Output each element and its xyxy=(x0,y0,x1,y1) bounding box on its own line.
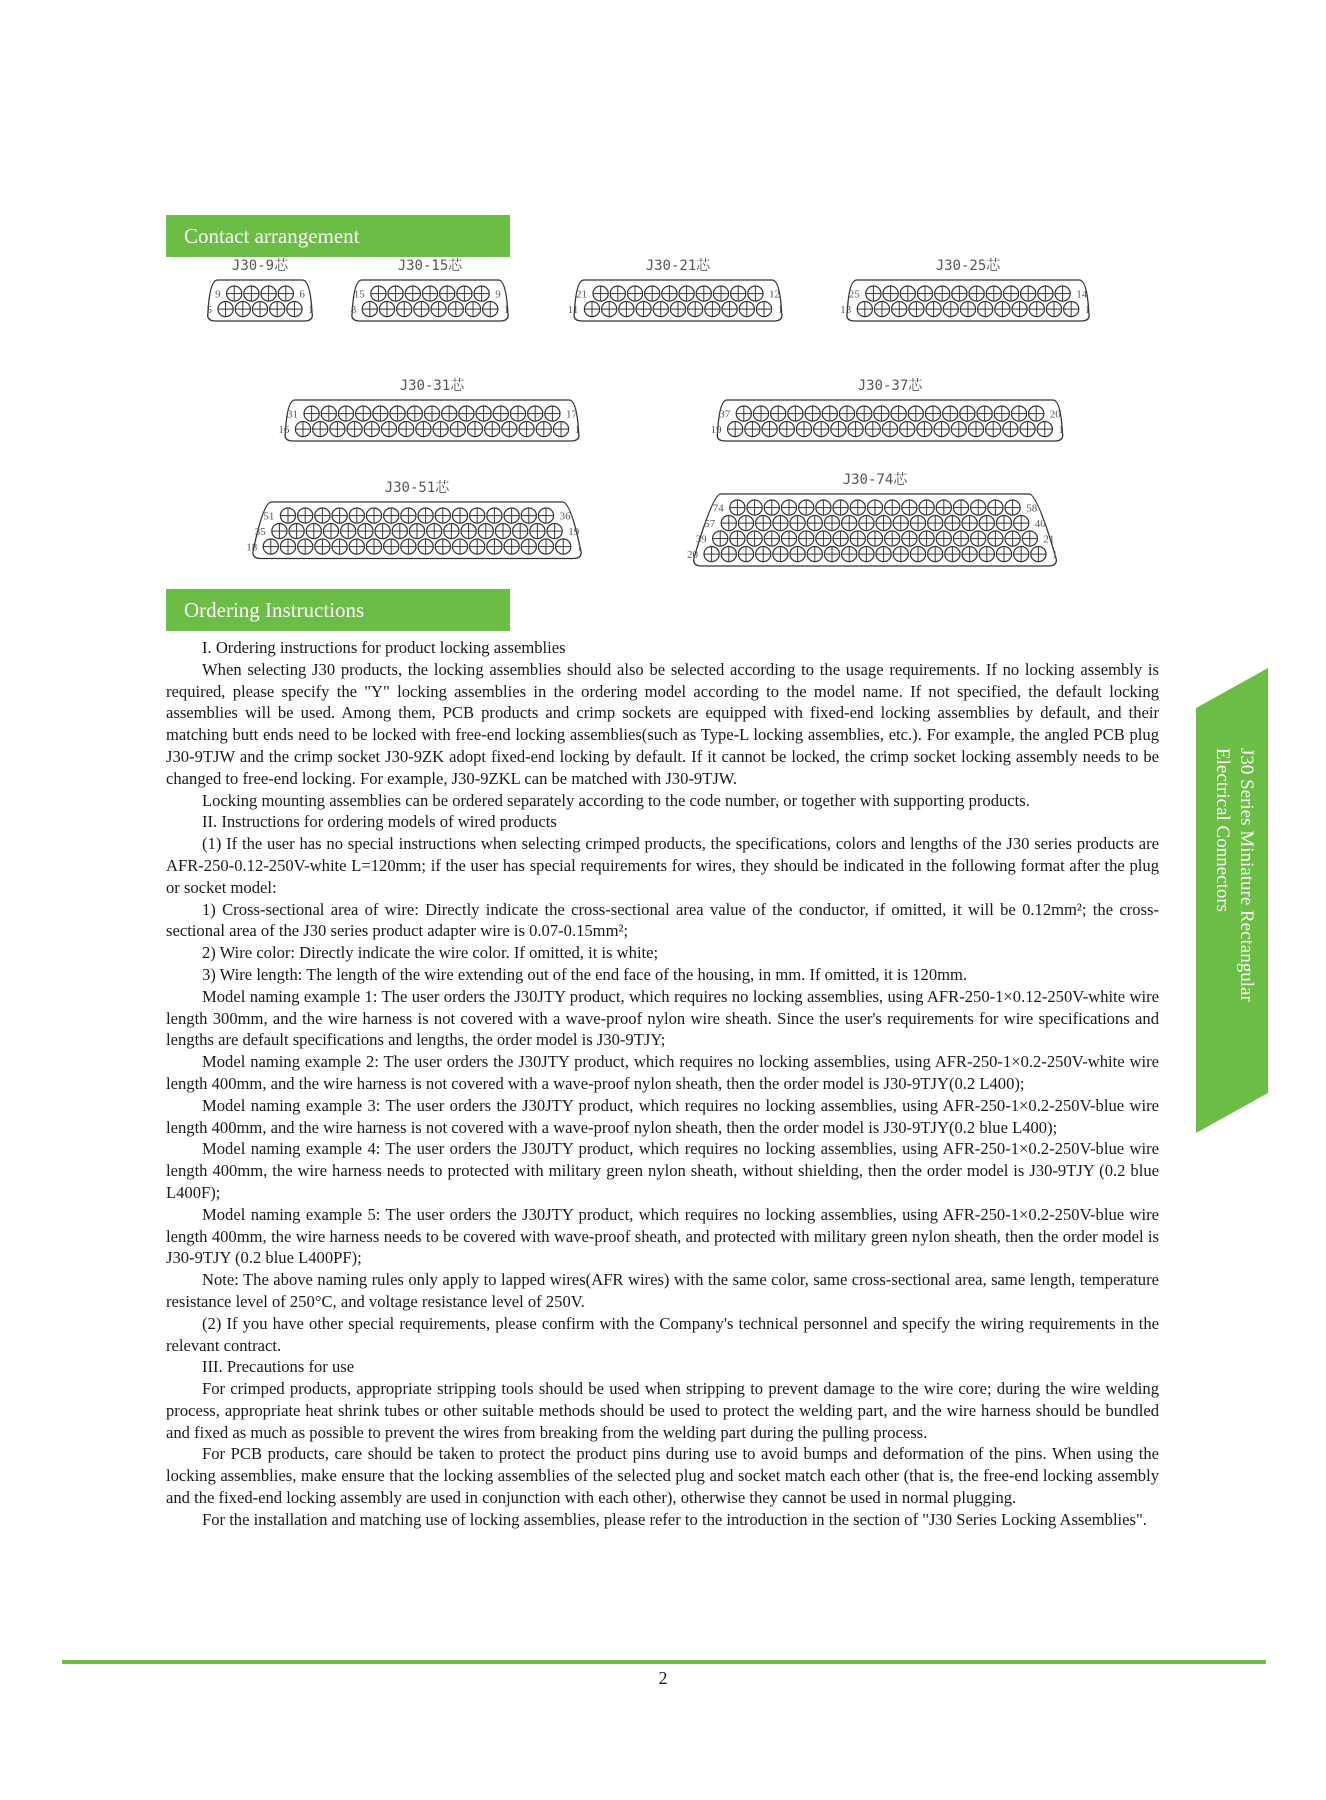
connector-diagram-j30-31 xyxy=(252,376,612,456)
pin-number-label: 19 xyxy=(568,526,580,539)
connector-diagram-j30-37 xyxy=(680,376,1100,456)
pin-number-label: 13 xyxy=(840,304,852,317)
paragraph: When selecting J30 products, the locking assemblies should also be selected according to the usage requirements. If no locking assembly is required, please specify the "Y" locking assemblies in the ordering model according to the model name. If not specified, the default locking assemblies will be used. Among them, PCB products and crimp sockets are equipped with fixed-end locking assemblies by default, and their matching butt ends need to be locked with free-end locking assemblies(such as Type-L locking assemblies, etc.). For example, the angled PCB plug J30-9TJW and the crimp socket J30-9ZK adopt fixed-end locking by default. If it cannot be locked, the crimp socket locking assembly needs to be changed to free-end locking. For example, J30-9ZKL can be matched with J30-9TJW. xyxy=(166,659,1159,788)
footer-rule xyxy=(62,1660,1266,1664)
paragraph: 2) Wire color: Directly indicate the wire color. If omitted, it is white; xyxy=(202,943,659,963)
pin-number-label: 12 xyxy=(769,288,780,301)
pin-number-label: 11 xyxy=(567,304,579,317)
paragraph: Model naming example 2: The user orders the J30JTY product, which requires no locking assemblies, using AFR-250-1×0.2-250V-white wire length 400mm, and the wire harness is not covered with a wave-proof nylon sheath, then the order model is J30-9TJY(0.2 L400); xyxy=(166,1052,1159,1093)
section-heading-contact-arrangement: Contact arrangement xyxy=(166,215,510,257)
pin-number-label: 19 xyxy=(710,424,722,437)
pin-number-label: 57 xyxy=(704,518,716,531)
side-tab xyxy=(1196,668,1268,1133)
pin-number-label: 74 xyxy=(712,502,724,515)
paragraph: For PCB products, care should be taken to protect the product pins during use to avoid bumps and deformation of the pins. When using the locking assemblies, make ensure that the locking assemblies of the selected plug and socket match each other (that is, the free-end locking assembly and the fixed-end locking assembly are used in conjunction with each other), otherwise they cannot be used in normal plugging. xyxy=(166,1444,1159,1508)
pin-number-label: 1 xyxy=(1084,304,1091,317)
connector-diagram-j30-9 xyxy=(190,256,330,331)
pin-number-label: 1 xyxy=(1058,424,1064,437)
page-number: 2 xyxy=(658,1668,668,1688)
connector-title: J30-51芯 xyxy=(384,480,450,496)
pin-number-label: 35 xyxy=(254,526,266,539)
paragraph: (2) If you have other special requirements, please confirm with the Company's technical personnel and specify the wiring requirements in the relevant contract. xyxy=(166,1313,1159,1355)
pin-number-label: 21 xyxy=(576,288,587,301)
paragraph: (1) If the user has no special instructions when selecting crimped products, the specifications, colors and lengths of the J30 series products are AFR-250-0.12-250V-white L=120mm; if the user has special requirements for wires, they should be indicated in the following format after the plug or socket model: xyxy=(166,834,1159,897)
ordering-instructions-text xyxy=(166,637,1159,1531)
connector-diagram-j30-21 xyxy=(548,256,808,331)
paragraph: III. Precautions for use xyxy=(202,1357,355,1377)
pin-number-label: 1 xyxy=(503,304,510,317)
pin-number-label: 21 xyxy=(1043,533,1055,546)
connector-title: J30-25芯 xyxy=(935,258,1001,274)
pin-number-label: 58 xyxy=(1026,502,1038,515)
connector-title: J30-21芯 xyxy=(645,258,711,274)
side-tab-text xyxy=(1206,748,1258,1048)
section-heading-ordering-instructions: Ordering Instructions xyxy=(166,589,510,631)
connector-title: J30-31芯 xyxy=(399,378,465,394)
pin-number-label: 31 xyxy=(287,408,298,421)
pin-number-label: 8 xyxy=(350,304,357,317)
paragraph: For crimped products, appropriate stripping tools should be used when stripping to prevent damage to the wire core; during the wire welding process, appropriate heat shrink tubes or other suitable methods should be used to protect the welding part, and the wire harness should be bundled and fixed as much as possible to prevent the wires from breaking from the welding part during the pulling process. xyxy=(166,1379,1159,1442)
connector-title: J30-74芯 xyxy=(842,472,908,488)
side-tab-line1: J30 Series Miniature Rectangular xyxy=(1236,748,1257,1002)
paragraph: Note: The above naming rules only apply to lapped wires(AFR wires) with the same color, same cross-sectional area, same length, temperature resistance level of 250°C, and voltage resistance level of 250V. xyxy=(166,1270,1159,1311)
connector-title: J30-37芯 xyxy=(857,378,923,394)
pin-number-label: 39 xyxy=(695,533,707,546)
pin-number-label: 51 xyxy=(263,510,275,523)
pin-number-label: 1 xyxy=(308,304,314,317)
pin-number-label: 9 xyxy=(215,288,221,301)
pin-number-label: 17 xyxy=(566,408,577,421)
paragraph: For the installation and matching use of locking assemblies, please refer to the introduction in the section of "J30 Series Locking Assemblies". xyxy=(202,1509,1147,1529)
pin-number-label: 1 xyxy=(777,304,784,317)
paragraph: II. Instructions for ordering models of wired products xyxy=(202,812,557,832)
paragraph: Model naming example 1: The user orders the J30JTY product, which requires no locking assemblies, using AFR-250-1×0.12-250V-white wire length 300mm, and the wire harness is not covered with a wave-proof nylon wire sheath. Since the user's requirements for wire specifications and lengths are default specifications and lengths, the order model is J30-9TJY; xyxy=(166,986,1159,1050)
pin-number-label: 16 xyxy=(278,424,290,437)
pin-number-label: 9 xyxy=(495,288,501,301)
connector-title: J30-9芯 xyxy=(231,258,289,274)
pin-number-label: 20 xyxy=(687,549,698,562)
paragraph: Locking mounting assemblies can be ordered separately according to the code number, or together with supporting products. xyxy=(202,790,1030,810)
pin-number-label: 14 xyxy=(1076,288,1088,301)
connector-diagram-j30-74 xyxy=(655,470,1095,590)
connector-diagram-j30-15 xyxy=(330,256,530,331)
paragraph: Model naming example 5: The user orders the J30JTY product, which requires no locking assemblies, using AFR-250-1×0.2-250V-blue wire length 400mm, the wire harness needs to be covered with wave-proof sheath, and protected with military green nylon sheath, then the order model is J30-9TJY (0.2 blue L400PF); xyxy=(166,1204,1159,1268)
pin-number-label: 1 xyxy=(574,424,581,437)
paragraph: Model naming example 4: The user orders the J30JTY product, which requires no locking assemblies, using AFR-250-1×0.2-250V-blue wire length 400mm, the wire harness needs to protected with military green nylon sheath, without shielding, then the order model is J30-9TJY (0.2 blue L400F); xyxy=(166,1139,1159,1202)
connector-diagram-j30-25 xyxy=(818,256,1118,331)
paragraph: Model naming example 3: The user orders the J30JTY product, which requires no locking assemblies, using AFR-250-1×0.2-250V-blue wire length 400mm, and the wire harness is not covered with a wave-proof nylon sheath, then the order model is J30-9TJY(0.2 blue L400); xyxy=(166,1095,1159,1137)
pin-number-label: 6 xyxy=(299,288,305,301)
pin-number-label: 25 xyxy=(848,288,860,301)
pin-number-label: 5 xyxy=(206,304,212,317)
pin-number-label: 20 xyxy=(1049,408,1061,421)
pin-number-label: 37 xyxy=(719,408,731,421)
pin-number-label: 15 xyxy=(353,288,365,301)
pin-number-label: 36 xyxy=(559,510,571,523)
pin-number-label: 40 xyxy=(1034,518,1046,531)
paragraph: 3) Wire length: The length of the wire extending out of the end face of the housing, in mm. If omitted, it is 120mm. xyxy=(202,964,968,984)
paragraph: 1) Cross-sectional area of wire: Directly indicate the cross-sectional area value of the conductor, if omitted, it will be 0.12mm²; the cross-sectional area of the J30 series product adapter wire is 0.07-0.15mm²; xyxy=(166,899,1159,941)
pin-number-label: 18 xyxy=(246,541,258,554)
connector-title: J30-15芯 xyxy=(397,258,463,274)
pin-number-label: 1 xyxy=(576,541,583,554)
pin-number-label: 1 xyxy=(1052,549,1058,562)
side-tab-line2: Electrical Connectors xyxy=(1212,748,1233,913)
paragraph: I. Ordering instructions for product locking assemblies xyxy=(202,638,566,657)
connector-diagram-j30-51 xyxy=(217,478,617,583)
